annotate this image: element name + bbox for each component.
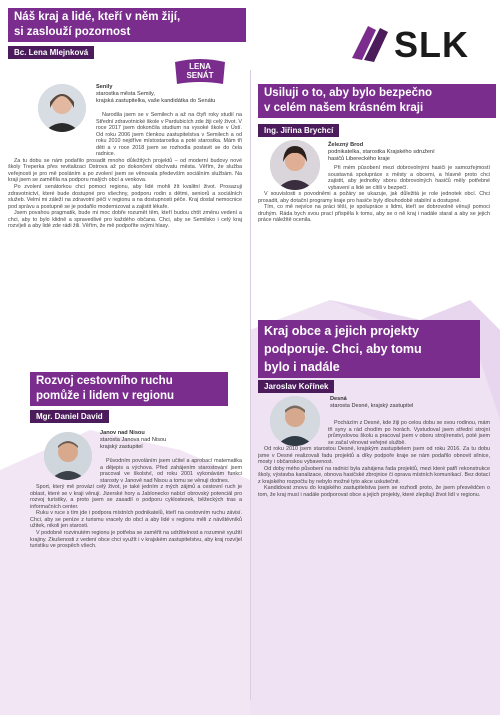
article1-body xyxy=(8,112,242,360)
article4-headline-line: podporuje. Chci, aby tomu xyxy=(264,342,422,356)
caption-extra: krajská zastupitelka, vaše kandidátka do Senátu xyxy=(96,98,216,104)
article2-body xyxy=(258,165,490,293)
article2-headline-line: v celém našem krásném kraji xyxy=(264,102,424,114)
caption-role: starostka města Semily, xyxy=(96,91,155,97)
article1-caption xyxy=(96,84,246,105)
article4-author-tag: Jaroslav Kořínek xyxy=(258,380,334,393)
badge-line: LENA xyxy=(189,62,211,71)
article1-paragraph: Za tu dobu se nám podařilo prosadit mnoho důležitých projektů – od moderní budovy nové školy Treperka přes revitalizaci Ostrova až po dokončení obchvatu města. Věřím, že služba veřejnosti je pro mě posláním a po zvolení jsem se věnovala především sociálním službám. Na kraji jsem se zaměřila na podporu malých obcí a venkova. xyxy=(8,157,242,184)
article2-paragraph: Tím, co mě nejvíce na práci těší, je spolupráce s lidmi, kteří se dobrovolně věnují pomoci druhým. Ráda bych svou prací přispěla k tomu, aby se o ně kraj i nadále staral a aby se jejich práce náležitě ocenila. xyxy=(258,204,490,224)
article2-author-tag: Ing. Jiřina Brychcí xyxy=(258,124,339,137)
article2-paragraph: Při mém působení mezi dobrovolnými hasiči je samozřejmostí soustavná spolupráce s městy a obcemi, a hlavně proto chci zajistit, aby jednotky sboru dobrovolných hasičů měly potřebné vybavení a lidé se cítili v bezpečí. xyxy=(328,165,490,191)
article4-headline xyxy=(258,320,480,378)
article3-paragraph: V podobně rozvinutém regionu je potřeba se zaměřit na udržitelnost a rozumné využití krajiny. Zkušenosti z vedení obce chci využít i v krajském zastupitelstvu, aby kraj rozvíjel turistiku ve prospěch všech. xyxy=(30,530,242,550)
article4-headline-line: bylo i nadále xyxy=(264,360,340,374)
column-divider xyxy=(250,70,251,700)
article4-caption xyxy=(330,396,490,410)
article2-paragraph: V souvislosti s povodněmi a požáry se ukazuje, jak důležitá je role jednotek obcí. Chci prosadit, aby dotační programy kraje pro hasiče byly dlouhodobě stabilní a dostupné. xyxy=(258,191,490,204)
slk-logo-text: SLK xyxy=(394,24,469,65)
article4-headline-line: Kraj obce a jejich projekty xyxy=(264,324,419,338)
article1-author-tag: Bc. Lena Mlejnková xyxy=(8,46,94,59)
caption-name: Železný Brod xyxy=(328,142,364,148)
article1-paragraph: Jsem povahou pragmatik, bude mi moc dobře rozumět těm, kteří budou chtít změnu vedení a chci, aby to bylo klidně a spravedlivé pro každého občana. Chci, aby se Semilsko i celý kraj rozvíjeli a aby lidé zde rádi žili. Věřím, že mě podpoříte svými hlasy. xyxy=(8,210,242,230)
caption-name: Desná xyxy=(330,396,347,402)
article3-headline xyxy=(30,372,228,406)
article1-headline xyxy=(8,8,246,42)
article3-headline-line: pomůže i lidem v regionu xyxy=(36,390,175,402)
article3-paragraph: Původním povoláním jsem učitel a aprobací matematika a dějepis a výchova. Před zahájením starostování jsem pracoval ve školství, od roku 2001 vykonávám funkci starosty v Janově nad Nisou a tomu se věnuji dodnes. xyxy=(100,458,242,484)
caption-extra: hasičů Libereckého kraje xyxy=(328,156,390,162)
article3-paragraph: Ruku v ruce s tím jde i podpora místních podnikatelů, kteří na cestovním ruchu závisí. Chci, aby se peníze z turismu vracely do obcí a aby lidé v regionu měli z návštěvníků užitek, nikoli jen starosti. xyxy=(30,510,242,530)
article3-headline-line: Rozvoj cestovního ruchu xyxy=(36,375,173,387)
caption-name: Senily xyxy=(96,84,113,90)
slk-logo-mark xyxy=(346,20,392,64)
article3-paragraph: Sport, který mě provází celý život, je také jedním z mých zájmů a cestovní ruch je oblast, které se v kraji věnuji. Jizerské hory a Jablonecko nabízí obrovský potenciál pro rozvoj turistiky, a proto jsem se zasadil o podporu cyklostezek, běžeckých tras a informačních center. xyxy=(30,484,242,510)
article2-caption xyxy=(328,142,488,163)
caption-role: podnikatelka, starostka Krajského sdružení xyxy=(328,149,435,155)
article3-caption xyxy=(100,430,240,451)
article2-headline xyxy=(258,84,496,118)
article1-paragraph: Po zvolení senátorkou chci pomoci regionu, aby lidé mohli žít kvalitní život. Prosazuji zdravotnictví, které bude dostupné pro všechny, podporu rodin s dětmi, seniorů a sociálních služeb. Velmi mi záleží na zdravotní péči v regionu a na dostupnosti péče. Kraj dostal nemocnice pod správu a postupně se je podařilo modernizovat a zajistit lékaře. xyxy=(8,184,242,210)
badge-line: SENÁT xyxy=(186,71,214,80)
article4-body xyxy=(258,420,490,710)
article1-headline-line: Náš kraj a lidé, kteří v něm žijí, xyxy=(14,11,181,23)
caption-extra: krajský zastupitel xyxy=(100,444,143,450)
caption-name: Janov nad Nisou xyxy=(100,430,145,436)
article3-body xyxy=(30,458,242,708)
article4-paragraph: Kandidovat znovu do krajského zastupitelstva jsem se rozhodl proto, že jsem přesvědčen o tom, že kraj musí i nadále podporovat obce a jejich projekty, které zlepšují život lidí v regionu. xyxy=(258,485,490,499)
slk-logo xyxy=(346,20,486,64)
article4-paragraph: Pocházím z Desné, kde žiji po celou dobu se svou rodinou, mám tři syny a rád chodím po horách. Vystudoval jsem střední strojní průmyslovou školu a pracoval jsem v oboru strojírenství, poté jsem se začal věnovat veřejné službě. xyxy=(328,420,490,446)
caption-role: starosta Janova nad Nisou xyxy=(100,437,167,443)
caption-role: starosta Desné, krajský zastupitel xyxy=(330,403,414,409)
article4-paragraph: Od doby mého působení na radnici byla zahájena řada projektů, mezi které patří rekonstrukce školy, výstavba kanalizace, obnova hasičské zbrojnice či oprava místních komunikací. Bez dotací z krajského rozpočtu by nebylo možné tyto akce uskutečnit. xyxy=(258,465,490,485)
article3-author-tag: Mgr. Daniel David xyxy=(30,410,109,423)
article4-paragraph: Od roku 2010 jsem starostou Desné, krajským zastupitelem jsem od roku 2016. Za tu dobu jsme v Desné realizovali řadu projektů a díky podpoře kraje se nám podařilo obnovit silnice, mosty i občanskou vybavenost. xyxy=(258,446,490,466)
lena-senat-badge xyxy=(175,58,225,86)
article2-headline-line: Usiluji o to, aby bylo bezpečno xyxy=(264,87,433,99)
article1-headline-line: si zaslouží pozornost xyxy=(14,26,131,38)
article1-paragraph: Narodila jsem se v Semilech a až na čtyři roky studií na Střední zdravotnické škole v Pardubicích zde žiji celý život. V roce 2017 jsem dokončila studium na vysoké škole v Ústí. Od roku 2006 jsem členkou zastupitelstva v Semilech a od roku 2010 nejdříve místostarostka a poté starostka. Mám tři děti a v roce 2018 jsem se rozhodla postavit se do čela radnice. xyxy=(96,112,242,158)
